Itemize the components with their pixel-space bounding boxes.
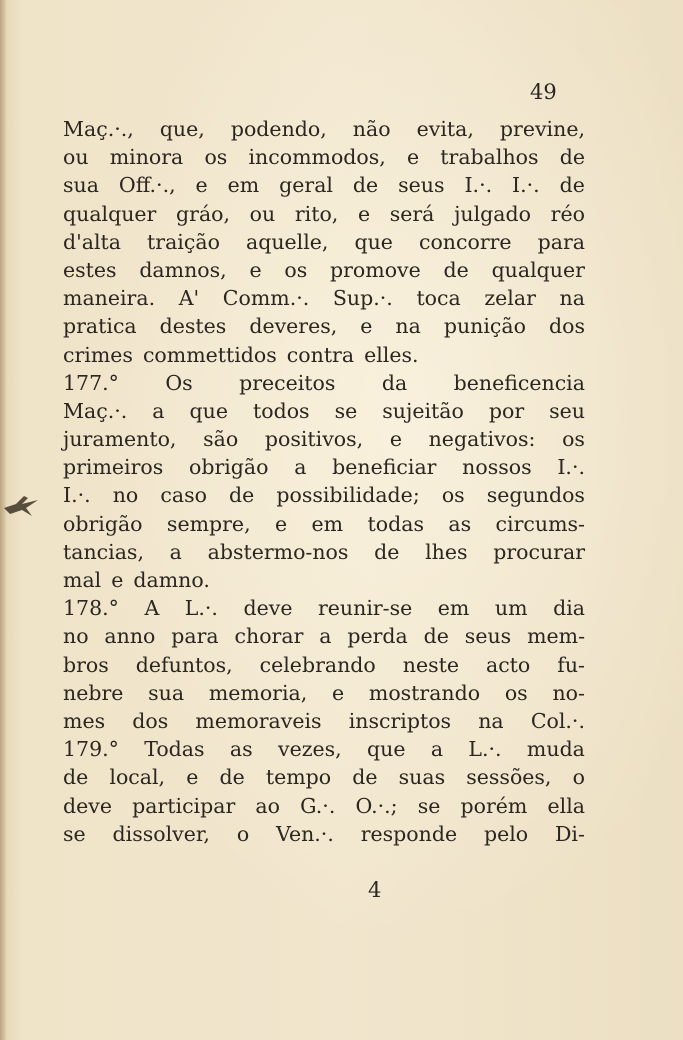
text-line: maneira. A' Comm.·. Sup.·. toca zelar na <box>63 286 585 311</box>
text-line: sua Off.·., e em geral de seus I.·. I.·. de <box>63 173 585 198</box>
text-line: d'alta traição aquelle, que concorre para <box>63 229 585 254</box>
body-text <box>63 115 585 848</box>
pressed-flower-mark <box>2 490 42 520</box>
text-line: deve participar ao G.·. O.·.; se porém ella <box>63 793 585 818</box>
text-line: nebre sua memoria, e mostrando os no- <box>63 680 585 705</box>
text-line: Maç.·. a que todos se sujeitão por seu <box>63 398 585 423</box>
text-line: no anno para chorar a perda de seus mem- <box>63 624 585 649</box>
text-line: bros defuntos, celebrando neste acto fu- <box>63 652 585 677</box>
text-line: tancias, a abstermo-nos de lhes procurar <box>63 539 585 564</box>
page-binding-edge <box>0 0 6 1040</box>
text-line: I.·. no caso de possibilidade; os segundos <box>63 483 585 508</box>
text-line: ou minora os incommodos, e trabalhos de <box>63 145 585 170</box>
text-line: se dissolver, o Ven.·. responde pelo Di- <box>63 821 585 846</box>
text-line: mes dos memoraveis inscriptos na Col.·. <box>63 708 585 733</box>
text-line: juramento, são positivos, e negativos: os <box>63 427 585 452</box>
page-number: 49 <box>530 80 557 104</box>
text-line: qualquer gráo, ou rito, e será julgado réo <box>63 201 585 226</box>
text-line: de local, e de tempo de suas sessões, o <box>63 765 585 790</box>
text-line: primeiros obrigão a beneficiar nossos I.·. <box>63 455 585 480</box>
text-line: pratica destes deveres, e na punição dos <box>63 314 585 339</box>
signature-mark: 4 <box>368 878 382 902</box>
text-line: obrigão sempre, e em todas as circums- <box>63 511 585 536</box>
text-line: 178.° A L.·. deve reunir-se em um dia <box>63 596 585 621</box>
text-line: crimes commettidos contra elles. <box>63 342 419 367</box>
text-line: 179.° Todas as vezes, que a L.·. muda <box>63 737 585 762</box>
text-line: estes damnos, e os promove de qualquer <box>63 257 585 282</box>
text-line: 177.° Os preceitos da beneficencia <box>63 370 585 395</box>
text-line: Maç.·., que, podendo, não evita, previne, <box>63 117 585 141</box>
text-line: mal e damno. <box>63 568 210 592</box>
